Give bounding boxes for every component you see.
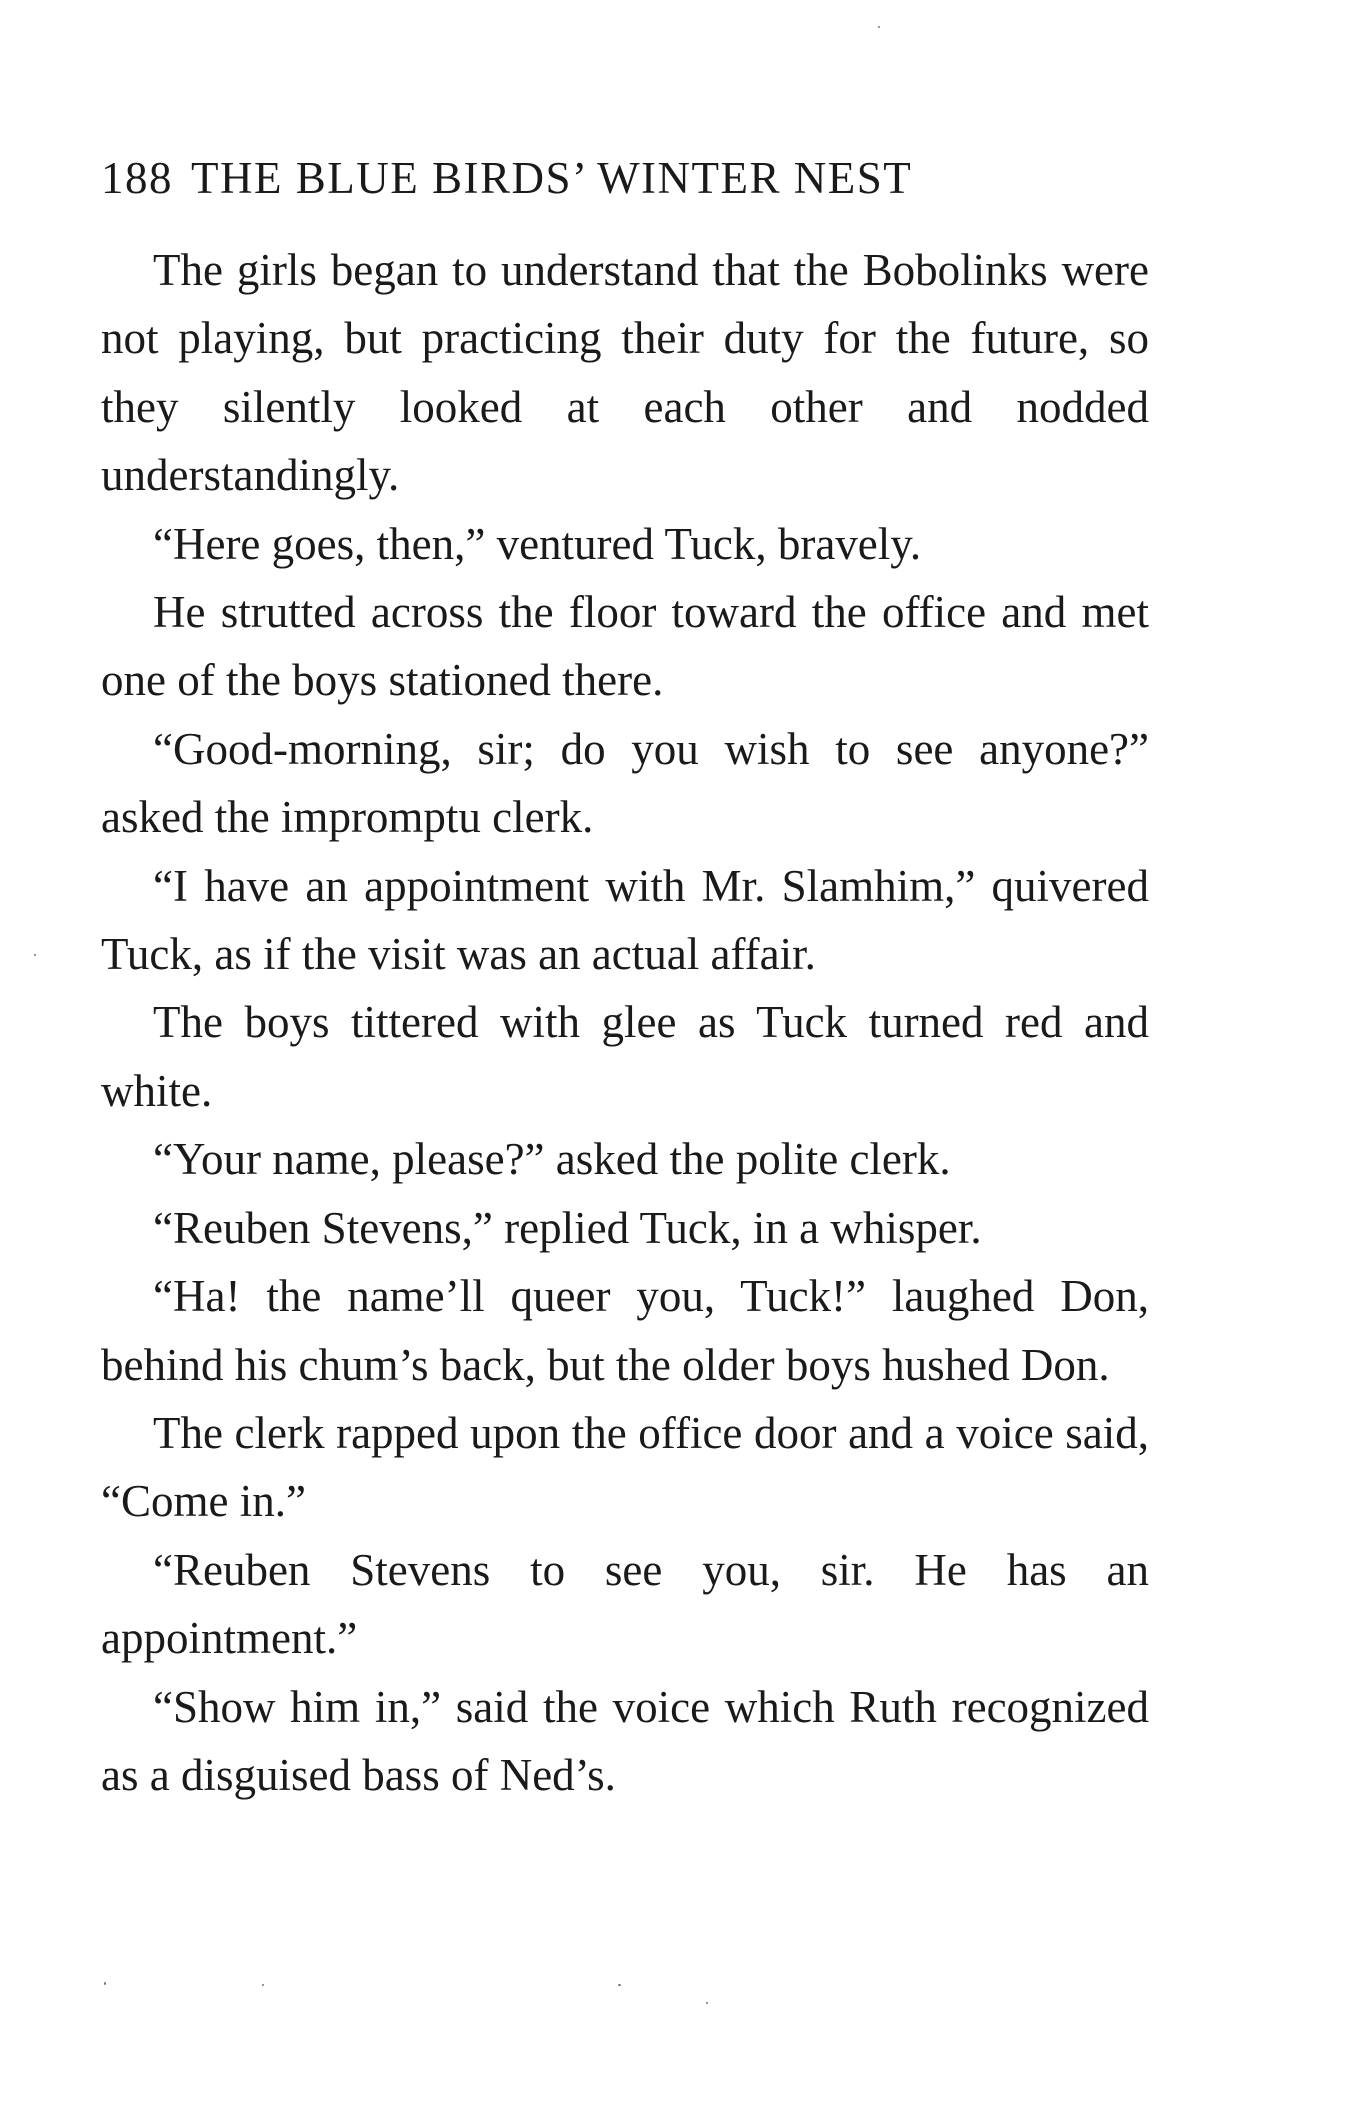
print-speck: [104, 1982, 106, 1985]
paragraph: “Reuben Stevens,” replied Tuck, in a whisper.: [153, 1202, 982, 1253]
paragraph: He strutted across the floor toward the office and met one of the boys stationed there.: [101, 587, 1149, 706]
print-speck: [618, 1984, 621, 1986]
paragraph: “Reuben Stevens to see you, sir. He has an appointment.”: [101, 1544, 1149, 1664]
paragraph: The clerk rapped upon the office door and a voice said, “Come in.”: [101, 1407, 1149, 1527]
paragraph: “I have an appointment with Mr. Slamhim,” quivered Tuck, as if the visit was an actual affair.: [101, 860, 1149, 980]
body-text: [101, 236, 1149, 1809]
print-speck: [706, 2002, 708, 2004]
running-title: THE BLUE BIRDS’ WINTER NEST: [191, 153, 913, 203]
paragraph: “Good-morning, sir; do you wish to see anyone?” asked the impromptu clerk.: [101, 723, 1149, 843]
paragraph: “Ha! the name’ll queer you, Tuck!” laughed Don, behind his chum’s back, but the older boys hushed Don.: [101, 1271, 1149, 1390]
paragraph: The boys tittered with glee as Tuck turned red and white.: [101, 997, 1149, 1116]
paragraph: “Show him in,” said the voice which Ruth recognized as a disguised bass of Ned’s.: [101, 1681, 1149, 1800]
print-speck: [262, 1984, 264, 1986]
paragraph: “Here goes, then,” ventured Tuck, bravely.: [153, 518, 922, 569]
running-header: [101, 148, 1161, 208]
paragraph: The girls began to understand that the Bobolinks were not playing, but practicing their duty for the future, so they silently looked at each other and nodded understandingly.: [101, 245, 1149, 501]
print-speck: [878, 26, 880, 28]
page-number: 188: [101, 153, 173, 203]
print-speck: [34, 954, 36, 956]
paragraph: “Your name, please?” asked the polite clerk.: [153, 1134, 951, 1185]
